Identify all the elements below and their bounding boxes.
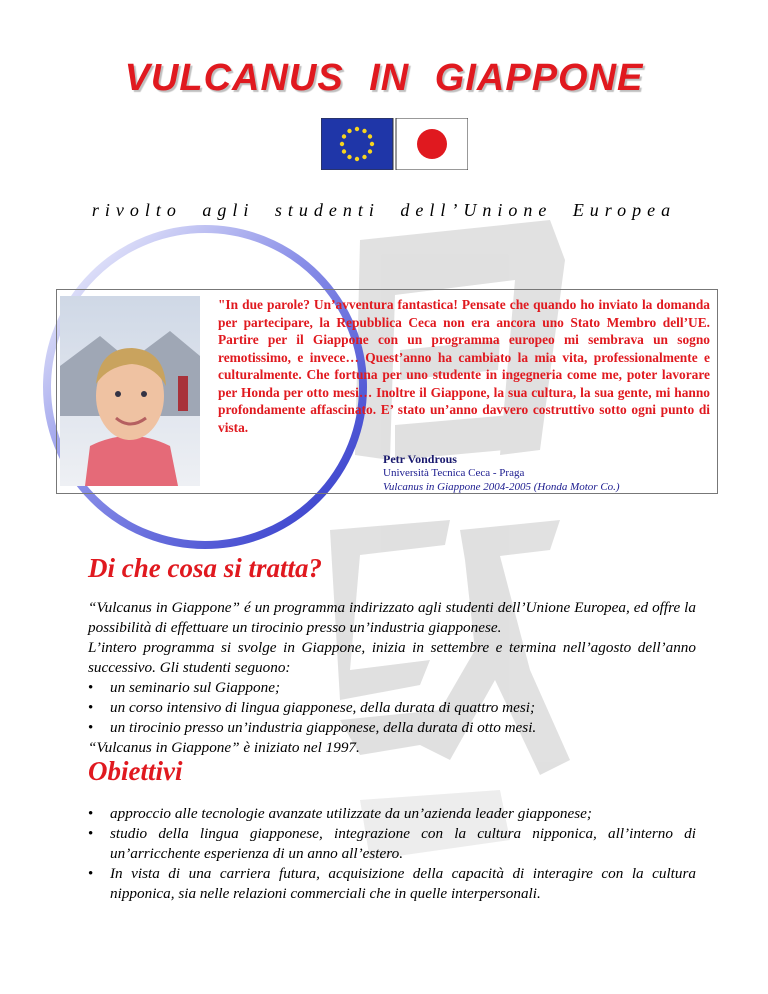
author-university: Università Tecnica Ceca - Praga bbox=[383, 467, 525, 479]
list-item: • un seminario sul Giappone; bbox=[88, 678, 696, 698]
list-item: • un corso intensivo di lingua giapponese, della durata di quattro mesi; bbox=[88, 698, 696, 718]
section-what-schedule: L’intero programma si svolge in Giappone, inizia in settembre e termina nell’agosto dell’anno successivo. Gli studenti seguono: bbox=[88, 639, 696, 676]
list-item: • un tirocinio presso un’industria giapponese, della durata di otto mesi. bbox=[88, 718, 696, 738]
section-what-title: Di che cosa si tratta? bbox=[88, 553, 322, 583]
eu-flag bbox=[321, 118, 393, 170]
section-what-list bbox=[88, 678, 696, 738]
section-goals-body bbox=[88, 804, 696, 904]
author-program: Vulcanus in Giappone 2004-2005 (Honda Motor Co.) bbox=[383, 481, 620, 493]
eu-japan-flags bbox=[321, 118, 468, 170]
list-item: • studio della lingua giapponese, integrazione con la cultura nipponica, all’interno di un’arricchente esperienza di un anno all’estero. bbox=[88, 824, 696, 864]
japan-disc bbox=[417, 129, 447, 159]
author-name: Petr Vondrous bbox=[383, 452, 457, 466]
list-item: • approccio alle tecnologie avanzate utilizzate da un’azienda leader giapponese; bbox=[88, 804, 696, 824]
page-title: VULCANUS IN GIAPPONE bbox=[124, 57, 644, 99]
section-what-intro: “Vulcanus in Giappone” é un programma indirizzato agli studenti dell’Unione Europea, ed offre la possibilità di effettuare un tirocinio presso un’industria giapponese. bbox=[88, 599, 696, 636]
list-item: • In vista di una carriera futura, acquisizione della capacità di interagire con la cultura nipponica, sia nelle relazioni commerciali che in quelle interpersonali. bbox=[88, 864, 696, 904]
student-photo bbox=[60, 296, 200, 486]
subtitle: rivolto agli studenti dell’Unione Europea bbox=[91, 200, 677, 220]
section-what-body bbox=[88, 598, 696, 758]
section-what-closing: “Vulcanus in Giappone” è iniziato nel 1997. bbox=[88, 739, 360, 756]
section-goals-list bbox=[88, 804, 696, 904]
section-goals-title: Obiettivi bbox=[88, 756, 183, 786]
testimonial-author bbox=[383, 452, 713, 494]
testimonial-quote: "In due parole? Un’avventura fantastica! Pensate che quando ho inviato la domanda per partecipare, la Repubblica Ceca non era ancora uno Stato Membro dell’UE. Partire per il Giappone con un programma europeo mi sembrava un sogno remotissimo, e invece… Quest’anno ha cambiato la mia vita, professionalmente e culturalmente. Che fortuna per uno studente in ingegneria come me, poter lavorare per Honda per otto mesi… Inoltre il Giappone, la sua cultura, la sua gente, mi hanno profondamente affascinato. E’ stato un’anno davvero costruttivo sotto ogni punto di vista. bbox=[218, 297, 710, 435]
